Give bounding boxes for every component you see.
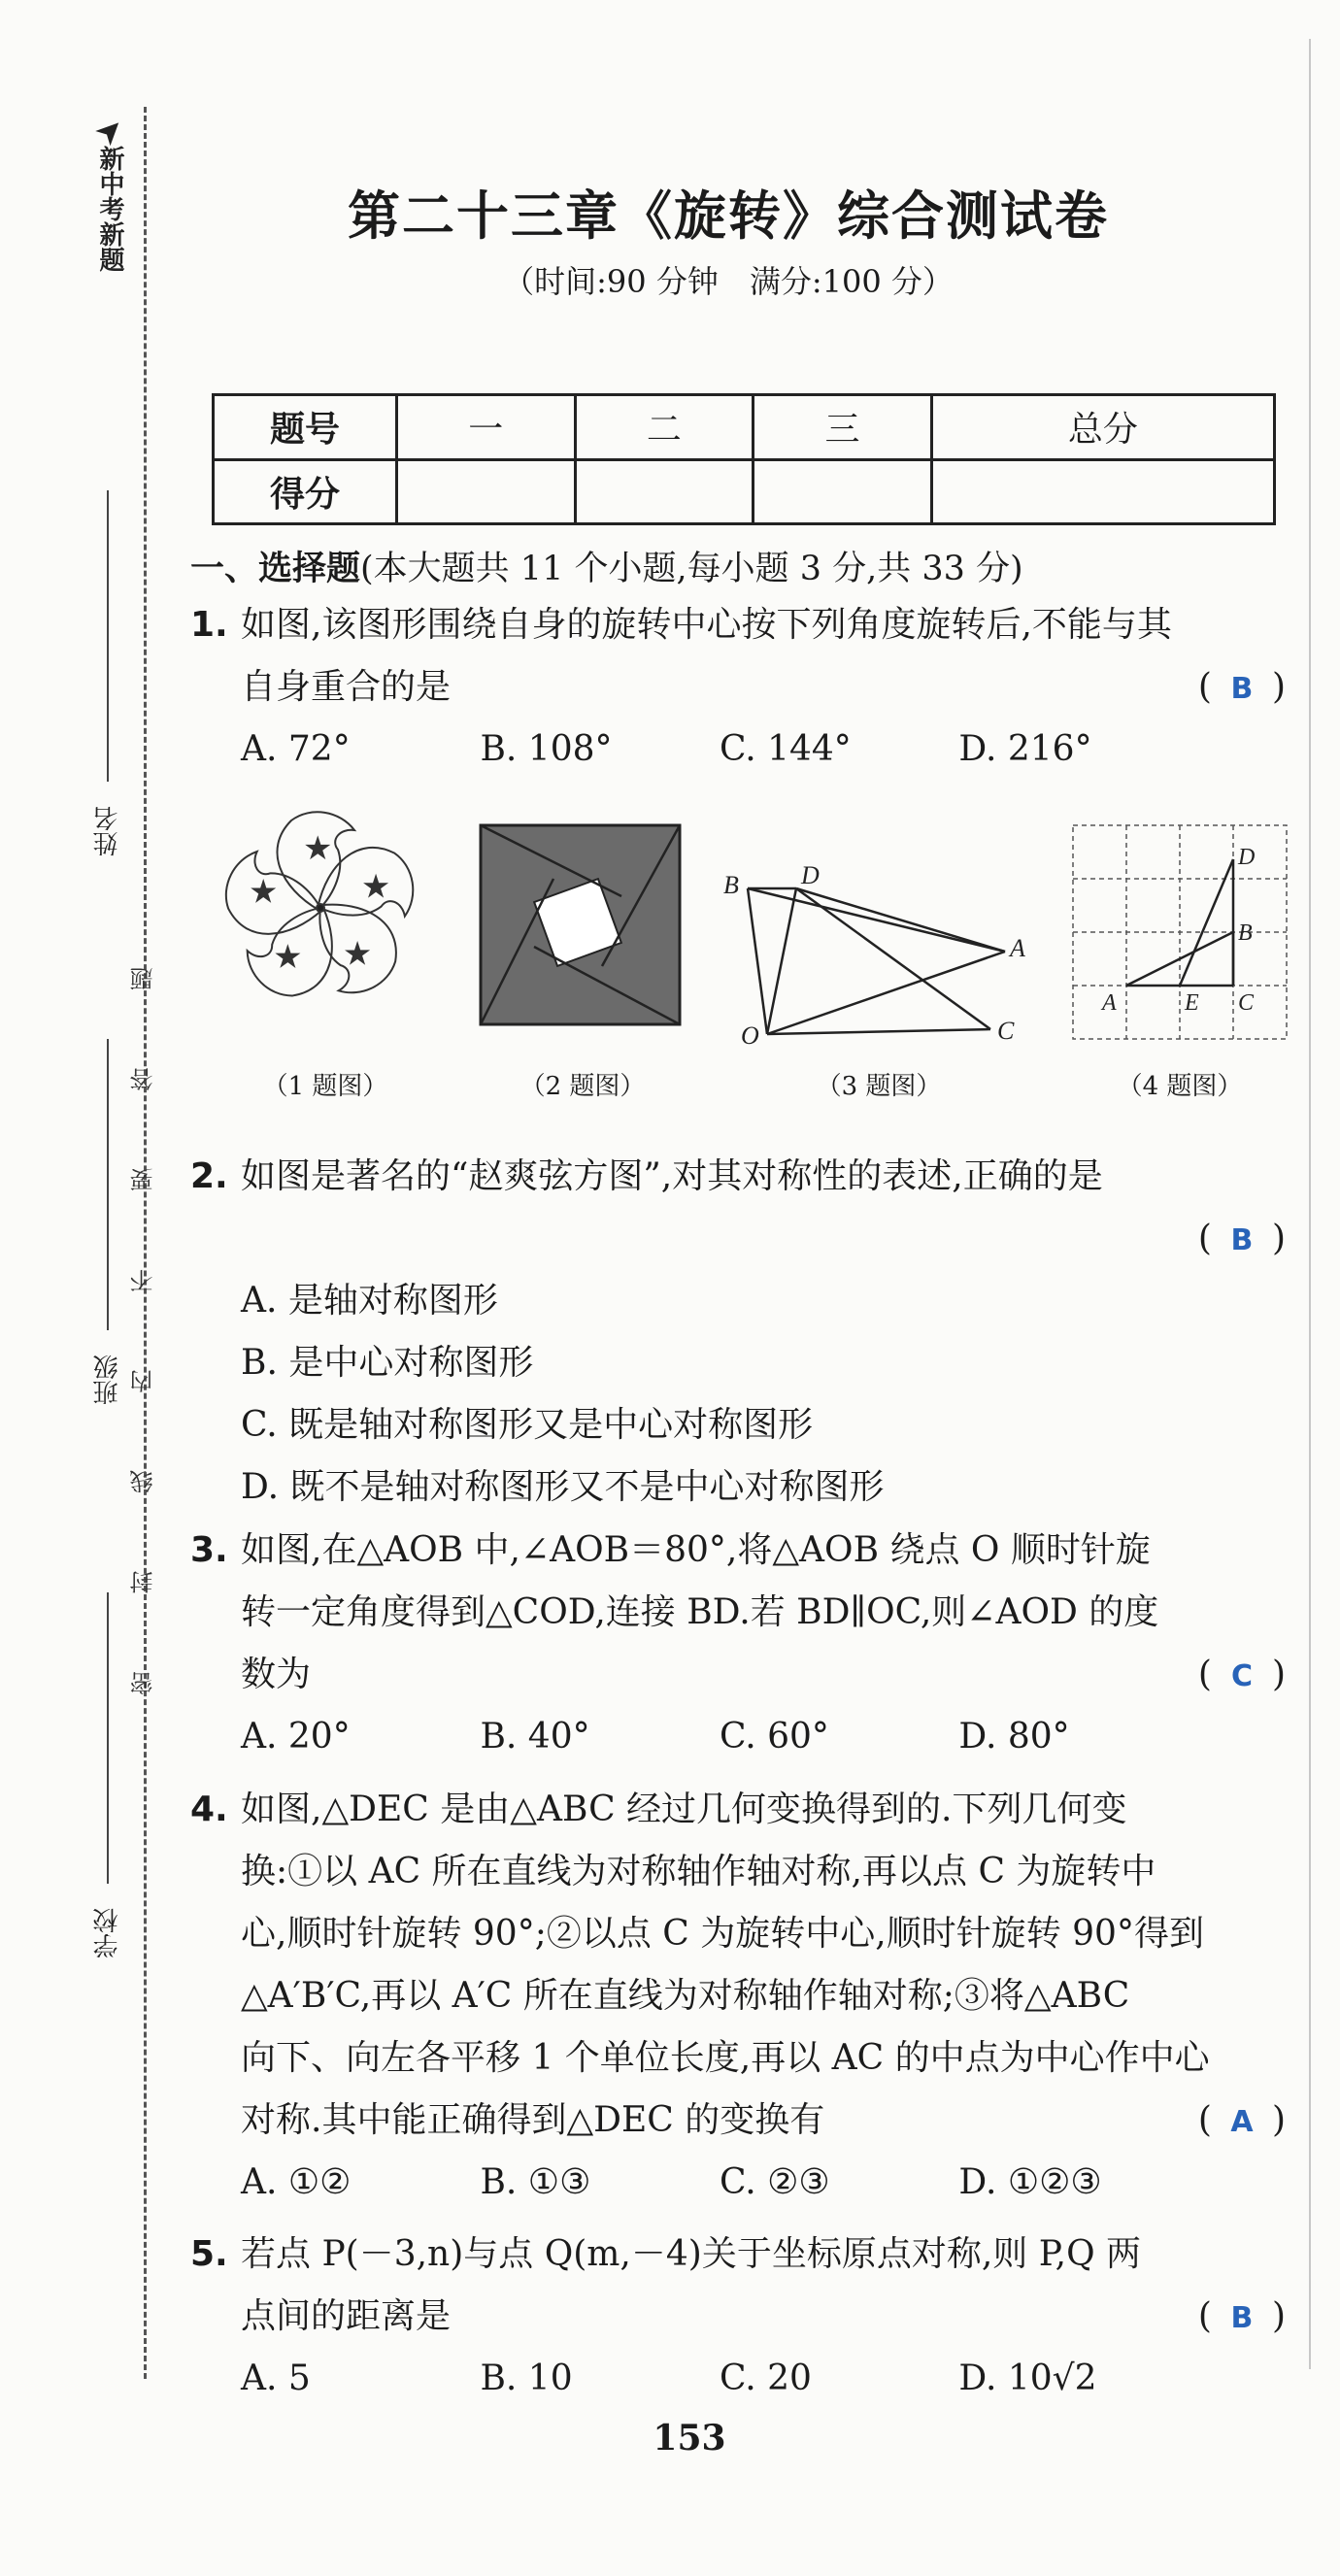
answer-bracket: ( B ) <box>1198 2286 1286 2350</box>
option: D. 既不是轴对称图形又不是中心对称图形 <box>241 1467 885 1507</box>
point-label: C <box>1238 990 1255 1016</box>
question-5 <box>190 2224 1297 2410</box>
score-input-cell[interactable] <box>754 459 932 524</box>
page-number: 153 <box>653 2418 726 2459</box>
answer-letter: B <box>1230 1223 1254 1257</box>
question-text: 如图,该图形围绕自身的旋转中心按下列角度旋转后,不能与其 <box>241 605 1172 645</box>
option: C. 144° <box>719 729 852 769</box>
option: C. 既是轴对称图形又是中心对称图形 <box>241 1405 814 1445</box>
score-table-score-row <box>214 459 1275 524</box>
school-label: 学校 <box>93 1908 122 1958</box>
class-field-line <box>107 1039 109 1330</box>
question-text-line <box>241 2286 1297 2348</box>
name-label: 姓名 <box>93 806 122 856</box>
question-number: 2. <box>190 1156 228 1196</box>
figure-caption: （4 题图） <box>1117 1072 1243 1101</box>
point-label: B <box>723 871 739 899</box>
score-cell: 总分 <box>931 395 1274 460</box>
option: C. 60° <box>719 1717 829 1756</box>
answer-bracket: ( C ) <box>1198 1644 1286 1708</box>
point-label: E <box>1185 990 1199 1016</box>
class-label: 班级 <box>93 1355 122 1405</box>
point-label: A <box>1010 934 1025 962</box>
option: D. ①②③ <box>958 2162 1102 2202</box>
option: B. ①③ <box>480 2162 591 2202</box>
question-text: 若点 P(－3,n)与点 Q(m,－4)关于坐标原点对称,则 P,Q 两 <box>241 2234 1142 2274</box>
question-2 <box>190 1146 1297 1519</box>
score-cell: 二 <box>575 395 754 460</box>
question-text: 数为 <box>241 1655 312 1694</box>
question-number: 1. <box>190 605 228 645</box>
options <box>241 1706 1198 1768</box>
score-cell: 得分 <box>214 459 397 524</box>
point-label: A <box>1102 990 1117 1016</box>
section-title: 一、选择题 <box>190 550 361 588</box>
answer-line <box>241 1208 1297 1270</box>
answer-bracket: ( B ) <box>1198 656 1286 720</box>
answer-letter: B <box>1230 2301 1254 2335</box>
question-1 <box>190 594 1297 781</box>
question-text-line <box>241 656 1297 719</box>
question-text: △A′B′C,再以 A′C 所在直线为对称轴作轴对称;③将△ABC <box>241 1976 1130 2016</box>
figure-2-zhaoshuang-square <box>476 820 689 1034</box>
figure-caption: （2 题图） <box>519 1072 646 1101</box>
score-cell: 三 <box>754 395 932 460</box>
question-4 <box>190 1779 1297 2214</box>
question-text: 点间的距离是 <box>241 2296 452 2336</box>
option: D. 80° <box>958 1717 1070 1756</box>
option: A. 72° <box>241 729 351 769</box>
section-heading <box>190 542 1023 590</box>
option: B. 是中心对称图形 <box>241 1343 534 1383</box>
svg-text:★: ★ <box>240 872 286 913</box>
option: B. 40° <box>480 1717 590 1756</box>
page-title: 第二十三章《旋转》综合测试卷 <box>348 184 1109 247</box>
option: A. 5 <box>241 2359 311 2398</box>
question-text-line <box>241 1644 1297 1706</box>
right-rule <box>1309 39 1311 2369</box>
figure-caption: （3 题图） <box>816 1072 942 1101</box>
options <box>241 719 1198 781</box>
point-label: B <box>1238 920 1253 946</box>
school-field-line <box>107 1592 109 1884</box>
option: C. ②③ <box>719 2162 830 2202</box>
question-number: 5. <box>190 2234 228 2274</box>
question-text: 换:①以 AC 所在直线为对称轴作轴对称,再以点 C 为旋转中 <box>241 1852 1156 1891</box>
question-text: 对称.其中能正确得到△DEC 的变换有 <box>241 2100 825 2140</box>
figure-caption: （1 题图） <box>262 1072 388 1101</box>
figure-1-flower <box>194 782 456 1034</box>
question-text: 向下、向左各平移 1 个单位长度,再以 AC 的中点为中心作中心 <box>241 2038 1210 2078</box>
figure-3-triangles <box>723 845 1034 1049</box>
option: B. 108° <box>480 729 613 769</box>
name-field-line <box>107 490 109 782</box>
point-label: D <box>1238 845 1256 870</box>
question-text: 如图,在△AOB 中,∠AOB＝80°,将△AOB 绕点 O 顺时针旋 <box>241 1530 1151 1570</box>
svg-text:★: ★ <box>303 829 333 868</box>
question-text-line <box>241 2090 1297 2152</box>
options <box>241 1270 1297 1519</box>
petal-3 <box>292 881 413 1005</box>
point-label: O <box>741 1021 759 1049</box>
answer-bracket: ( B ) <box>1198 1208 1286 1272</box>
option: A. 20° <box>241 1717 351 1756</box>
question-text: 转一定角度得到△COD,连接 BD.若 BD∥OC,则∠AOD 的度 <box>241 1592 1159 1632</box>
option: C. 20 <box>719 2359 812 2398</box>
section-note: (本大题共 11 个小题,每小题 3 分,共 33 分) <box>360 550 1023 588</box>
svg-text:★: ★ <box>264 932 312 983</box>
answer-letter: B <box>1230 672 1254 706</box>
options <box>241 2152 1198 2214</box>
seal-note: 密 封 线 内 不 要 答 题 <box>130 932 157 1695</box>
score-cell: 题号 <box>214 395 397 460</box>
option: D. 216° <box>958 729 1092 769</box>
score-table-header-row <box>214 395 1275 460</box>
svg-text:★: ★ <box>333 929 382 979</box>
question-text: 如图是著名的“赵爽弦方图”,对其对称性的表述,正确的是 <box>241 1156 1103 1196</box>
score-input-cell[interactable] <box>931 459 1274 524</box>
question-number: 4. <box>190 1790 228 1829</box>
arrow-icon: ➤ <box>85 107 134 155</box>
question-text: 自身重合的是 <box>241 667 452 707</box>
answer-letter: C <box>1230 1659 1253 1693</box>
score-table <box>212 393 1276 525</box>
question-text: 如图,△DEC 是由△ABC 经过几何变换得到的.下列几何变 <box>241 1790 1127 1829</box>
option: A. 是轴对称图形 <box>241 1281 498 1321</box>
question-text: 心,顺时针旋转 90°;②以点 C 为旋转中心,顺时针旋转 90°得到 <box>241 1914 1204 1954</box>
answer-bracket: ( A ) <box>1198 2090 1286 2154</box>
options <box>241 2348 1198 2410</box>
point-label: D <box>801 861 820 889</box>
score-input-cell[interactable] <box>575 459 754 524</box>
score-cell: 一 <box>397 395 576 460</box>
brand-text: 新中考新题 <box>95 146 124 272</box>
question-3 <box>190 1520 1297 1768</box>
option: B. 10 <box>480 2359 573 2398</box>
option: D. 10√2 <box>958 2359 1097 2398</box>
option: A. ①② <box>241 2162 352 2202</box>
exam-subtitle: （时间:90 分钟 满分:100 分） <box>503 263 954 300</box>
brand-logo <box>85 107 134 279</box>
answer-letter: A <box>1230 2105 1254 2139</box>
question-number: 3. <box>190 1530 228 1570</box>
svg-text:★: ★ <box>352 866 399 908</box>
score-input-cell[interactable] <box>397 459 576 524</box>
figure-4-grid <box>1063 816 1296 1049</box>
point-label: C <box>997 1017 1015 1045</box>
